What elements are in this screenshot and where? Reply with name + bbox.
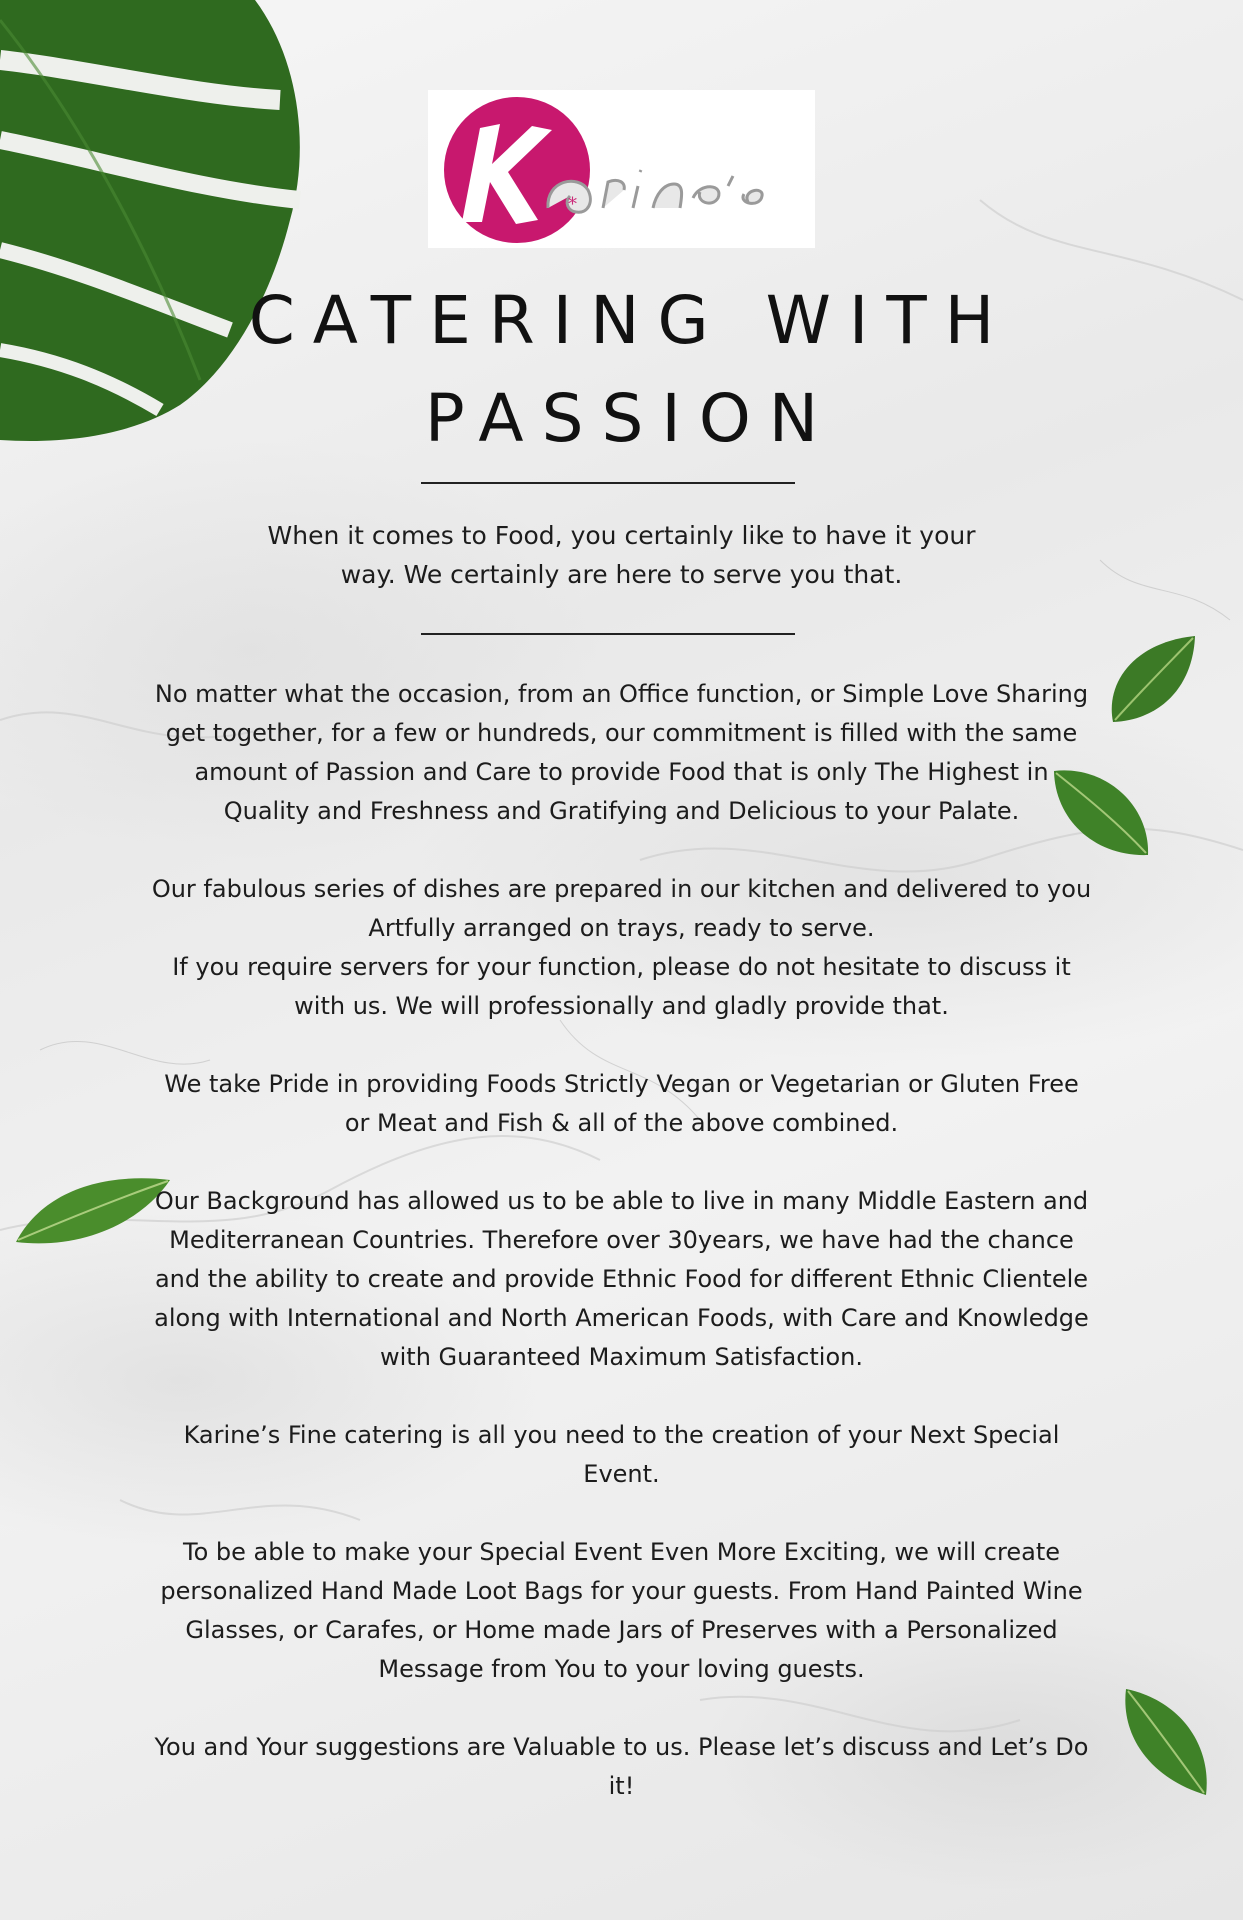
body-copy bbox=[150, 675, 1093, 1845]
leaf-icon bbox=[1120, 1685, 1212, 1797]
paragraph-background: Our Background has allowed us to be able to live in many Middle Eastern and Mediterranean Countries. Therefore over 30years, we have had the chance and the ability to create and provide Ethnic Food for different Ethnic Clientele along with International and North American Foods, with Care and Knowledge with Guaranteed Maximum Satisfaction. bbox=[154, 1187, 1089, 1371]
paragraph-dietary: We take Pride in providing Foods Strictly Vegan or Vegetarian or Gluten Free or Meat and Fish & all of the above combined. bbox=[164, 1070, 1079, 1137]
leaf-icon bbox=[12, 1172, 172, 1250]
paragraph-dishes: Our fabulous series of dishes are prepared in our kitchen and delivered to you Artfully arranged on trays, ready to serve. bbox=[151, 875, 1092, 942]
page-title-line-2: PASSION bbox=[424, 380, 837, 457]
page-title-line-1: CATERING WITH bbox=[248, 282, 1013, 359]
paragraph-suggestions: You and Your suggestions are Valuable to us. Please let’s discuss and Let’s Do it! bbox=[154, 1733, 1089, 1800]
divider bbox=[421, 633, 795, 635]
page-title bbox=[0, 272, 1243, 468]
paragraph-occasions: No matter what the occasion, from an Office function, or Simple Love Sharing get together, for a few or hundreds, our commitment is filled with the same amount of Passion and Care to provide Food that is only The Highest in Quality and Freshness and Gratifying and Delicious to your Palate. bbox=[154, 680, 1089, 825]
intro-text: When it comes to Food, you certainly like to have it your way. We certainly are here to serve you that. bbox=[267, 521, 976, 589]
svg-text:*: * bbox=[568, 194, 577, 215]
paragraph-servers: If you require servers for your function, please do not hesitate to discuss it with us. We will professionally and gladly provide that. bbox=[172, 953, 1071, 1020]
leaf-icon bbox=[1105, 632, 1200, 727]
paragraph-fine-catering: Karine’s Fine catering is all you need to the creation of your Next Special Event. bbox=[183, 1421, 1060, 1488]
brand-logo bbox=[428, 90, 815, 248]
paragraph-loot-bags: To be able to make your Special Event Even More Exciting, we will create personalized Hand Made Loot Bags for your guests. From Hand Painted Wine Glasses, or Carafes, or Home made Jars of Preserves with a Personalized Message from You to your loving guests. bbox=[160, 1538, 1083, 1683]
divider bbox=[421, 482, 795, 484]
